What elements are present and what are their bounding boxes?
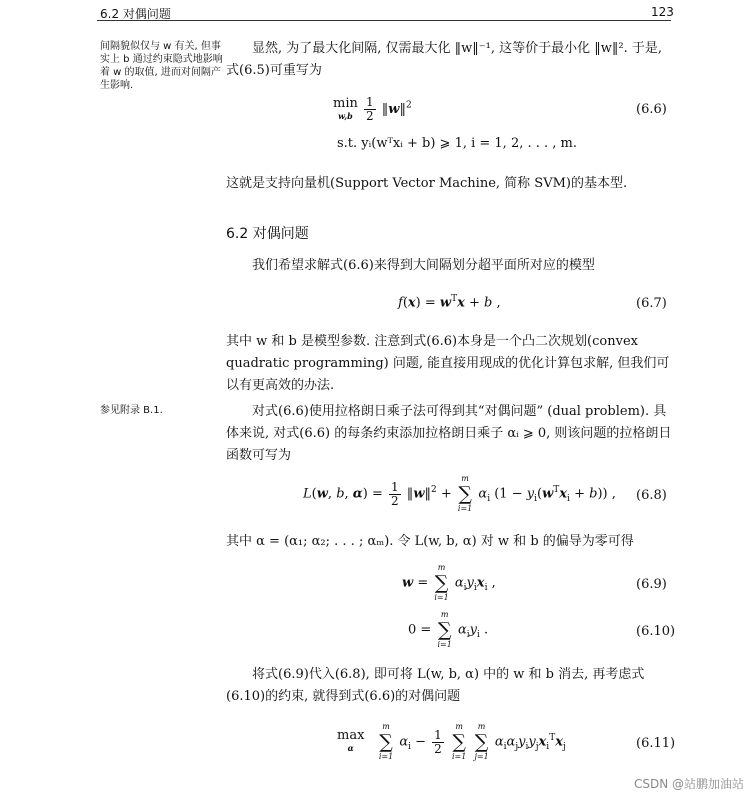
equation-6-6-objective: min w,b $\frac{1}{2}$ ‖w‖$^2$ bbox=[333, 95, 412, 123]
equation-6-11: max α m ∑ i=1 $\alpha_i$ − $\frac{1}{2}$ m ∑ i=1 m ∑ j=1 $\alpha_i\alpha_jy_iy_jx_i^Tx_j$ bbox=[337, 722, 566, 761]
equation-number-6-11: (6.11) bbox=[636, 736, 676, 751]
header-rule bbox=[97, 20, 671, 21]
equation-6-6-constraint: s.t. yᵢ(wᵀxᵢ + b) ⩾ 1, i = 1, 2, . . . , m. bbox=[337, 136, 578, 151]
page-number: 123 bbox=[651, 5, 674, 19]
section-title: 6.2 对偶问题 bbox=[226, 226, 309, 242]
paragraph-7: 将式(6.9)代入(6.8), 即可将 L(w, b, α) 中的 w 和 b 消去, 再考虑式(6.10)的约束, 就得到式(6.6)的对偶问题 bbox=[226, 667, 645, 704]
equation-number-6-6: (6.6) bbox=[636, 102, 667, 117]
paragraph-5: 对式(6.6)使用拉格朗日乘子法可得到其“对偶问题” (dual problem). 具体来说, 对式(6.6) 的每条约束添加拉格朗日乘子 αᵢ ⩾ 0, 则该问题的拉格朗日函数可写为 bbox=[226, 404, 672, 463]
equation-6-8: L(w, b, α) = $\frac{1}{2}$ ‖w‖$^2$ + m ∑ i=1 $\alpha_i$ $(1 - y_i(w^Tx_i + b))$ , bbox=[303, 474, 616, 513]
equation-number-6-9: (6.9) bbox=[636, 577, 667, 592]
paragraph-2: 这就是支持向量机(Support Vector Machine, 简称 SVM)的基本型. bbox=[226, 176, 628, 191]
equation-6-10: 0 = m ∑ i=1 $\alpha_iy_i$ . bbox=[408, 610, 489, 649]
watermark: CSDN @站鹏加油站 bbox=[633, 777, 744, 791]
equation-number-6-10: (6.10) bbox=[636, 624, 676, 639]
equation-number-6-8: (6.8) bbox=[636, 488, 667, 503]
sidenote-appendix: 参见附录 B.1. bbox=[100, 405, 163, 416]
equation-6-9: w = m ∑ i=1 $\alpha_iy_ix_i$ , bbox=[402, 563, 496, 602]
equation-6-7: $f(x) = w^Tx + b$ , bbox=[398, 294, 501, 311]
equation-number-6-7: (6.7) bbox=[636, 296, 667, 311]
paragraph-3: 我们希望求解式(6.6)来得到大间隔划分超平面所对应的模型 bbox=[252, 258, 595, 273]
paragraph-1: 显然, 为了最大化间隔, 仅需最大化 ‖w‖⁻¹, 这等价于最小化 ‖w‖². 于是, 式(6.5)可重写为 bbox=[226, 41, 662, 78]
sidenote-margin: 间隔貌似仅与 w 有关, 但事实上 b 通过约束隐式地影响着 w 的取值, 进而对间隔产生影响. bbox=[100, 41, 223, 91]
running-header-section: 6.2 对偶问题 bbox=[100, 7, 171, 21]
paragraph-4: 其中 w 和 b 是模型参数. 注意到式(6.6)本身是一个凸二次规划(convex quadratic programming) 问题, 能直接用现成的优化计算包求解, 但我们可以有更高效的办法. bbox=[226, 334, 670, 393]
paragraph-6: 其中 α = (α₁; α₂; . . . ; αₘ). 令 L(w, b, α) 对 w 和 b 的偏导为零可得 bbox=[226, 534, 634, 549]
